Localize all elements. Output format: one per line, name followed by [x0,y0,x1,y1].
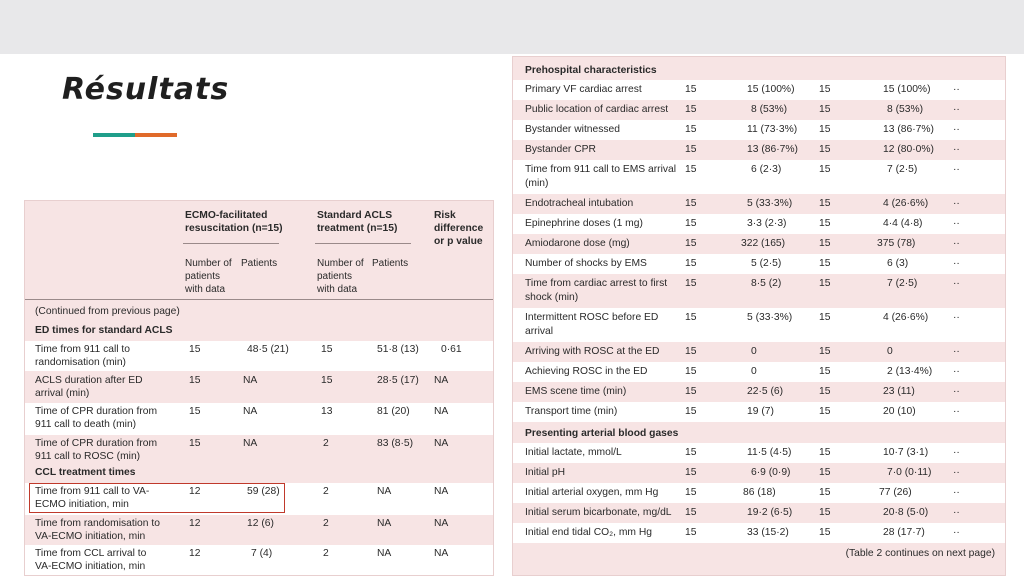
header-standard: Standard ACLS treatment (n=15) [317,210,398,234]
table-row: Time from randomisation to VA-ECMO initiation, min 12 12 (6) 2 NA NA [35,518,449,542]
table-row: Intermittent ROSC before ED arrival 15 5 (33·3%) 15 4 (26·6%) ·· [513,308,1006,342]
left-results-table [24,200,494,576]
table-row: Transport time (min) 15 19 (7) 15 20 (10) ·· [513,402,1006,422]
table-row: Primary VF cardiac arrest 15 15 (100%) 15 15 (100%) ·· [513,80,1006,100]
header-ecmo: ECMO-facilitated resuscitation (n=15) [185,210,283,234]
continued-note: (Continued from previous page) [35,306,180,317]
table-row: Bystander CPR 15 13 (86·7%) 15 12 (80·0%) ·· [525,144,960,155]
table-row: Number of shocks by EMS 15 5 (2·5) 15 6 (3) ·· [513,254,1006,274]
table-row: Achieving ROSC in the ED 15 0 15 2 (13·4%) ·· [513,362,1006,382]
table-row: Epinephrine doses (1 mg) 15 3·3 (2·3) 15 4·4 (4·8) ·· [513,214,1006,234]
table-row: Time of CPR duration from 911 call to ROSC (min) 15 NA 2 83 (8·5) NA [35,438,449,462]
table-row: Time from 911 call to EMS arrival (min) 15 6 (2·3) 15 7 (2·5) ·· [513,160,1006,194]
header-risk: Risk difference or p value [434,210,484,247]
table-row: Initial lactate, mmol/L 15 11·5 (4·5) 15 10·7 (3·1) ·· [513,443,1006,463]
section-prehospital: Prehospital characteristics [525,65,657,76]
table-row: ACLS duration after ED arrival (min) 15 NA 15 28·5 (17) NA [35,375,449,399]
table-row: Time of CPR duration from 911 call to death (min) 15 NA 13 81 (20) NA [25,403,494,435]
table-row: Time from 911 call to randomisation (min) 15 48·5 (21) 15 51·8 (13) 0·61 [25,341,494,371]
table-row: Initial end tidal CO₂, mm Hg 15 33 (15·2) 15 28 (17·7) ·· [513,523,1006,543]
slide-title: Résultats [62,72,230,107]
top-bar [0,0,1024,54]
sub-patients-1: Patients [241,258,278,269]
table-row: Amiodarone dose (mg) 15 322 (165) 15 375 (78) ·· [525,238,960,249]
accent-teal [93,133,135,137]
table-row: Time from cardiac arrest to first shock (min) 15 8·5 (2) 15 7 (2·5) ·· [525,278,960,303]
table-row: Initial arterial oxygen, mm Hg 15 86 (18) 15 77 (26) ·· [513,483,1006,503]
section-blood-gases: Presenting arterial blood gases [525,428,679,439]
table-row: Public location of cardiac arrest 15 8 (53%) 15 8 (53%) ·· [525,104,960,115]
highlight-box [29,483,285,513]
accent-orange [135,133,177,137]
right-results-table [512,56,1006,576]
table-row: Initial pH 15 6·9 (0·9) 15 7·0 (0·11) ·· [525,467,960,478]
table-row-highlighted: Time from 911 call to VA-ECMO initiation, min 12 59 (28) 2 NA NA [25,483,494,515]
section-ed-times: ED times for standard ACLS [35,325,173,336]
section-ccl-times: CCL treatment times [35,467,136,478]
rule-ecmo [183,243,279,244]
sub-number-1: Number of patients with data [185,258,232,295]
table-row: EMS scene time (min) 15 22·5 (6) 15 23 (11) ·· [525,386,960,397]
sub-patients-2: Patients [372,258,409,269]
title-accent-line [93,133,177,137]
header-bottom-rule [25,299,494,300]
table-row: Arriving with ROSC at the ED 15 0 15 0 ·· [525,346,960,357]
table-row: Endotracheal intubation 15 5 (33·3%) 15 4 (26·6%) ·· [525,198,960,209]
sub-number-2: Number of patients with data [317,258,364,295]
table-continues-note: (Table 2 continues on next page) [845,548,995,559]
table-row: Bystander witnessed 15 11 (73·3%) 15 13 (86·7%) ·· [513,120,1006,140]
rule-standard [315,243,411,244]
table-row: Time from CCL arrival to VA-ECMO initiation, min 12 7 (4) 2 NA NA [25,545,494,576]
table-row: Initial serum bicarbonate, mg/dL 15 19·2 (6·5) 15 20·8 (5·0) ·· [525,507,960,518]
